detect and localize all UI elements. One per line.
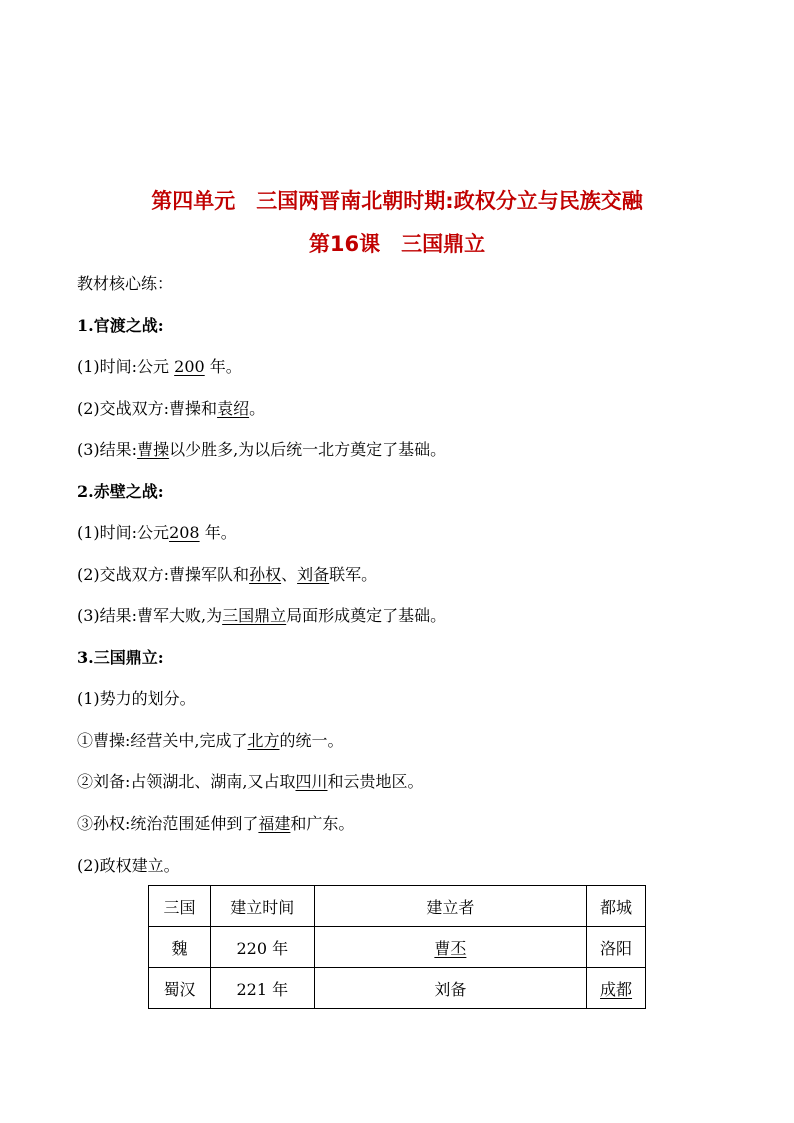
table-header-row [149,886,646,927]
unit-title: 第四单元 三国两晋南北朝时期:政权分立与民族交融 [151,189,643,213]
section-2-time [77,522,237,544]
answer-blank: 曹操 [137,440,170,459]
text: 联军。 [329,565,378,584]
text: 以少胜多,为以后统一北方奠定了基础。 [169,440,447,459]
text: ①曹操:经营关中,完成了 [77,731,248,750]
answer-blank: 200 [174,357,205,376]
answer-blank: 福建 [258,814,291,833]
header-cell: 三国 [149,886,211,927]
table-cell [587,968,646,1009]
answer-blank: 208 [169,523,200,542]
text: 和云贵地区。 [327,772,424,791]
table-row [149,927,646,968]
text: (1)时间:公元 [77,357,175,376]
header-cell: 建立时间 [210,886,314,927]
section-3-liubei [77,771,424,793]
answer-blank: 刘备 [297,565,330,584]
section-3-sub2: (2)政权建立。 [77,856,180,875]
section-2-sides [77,564,377,586]
answer-blank: 袁绍 [217,399,250,418]
regime-table [148,885,646,1009]
text: (3)结果:曹军大败,为 [77,606,223,625]
text: (3)结果: [77,440,138,459]
text: 、 [281,565,298,584]
text: 和广东。 [290,814,355,833]
table-cell: 魏 [149,927,211,968]
section-3-sunquan [77,813,354,835]
intro-label: 教材核心练： [77,274,174,293]
answer-blank: 成都 [600,979,633,999]
table-cell: 蜀汉 [149,968,211,1009]
text: ②刘备:占领湖北、湖南,又占取 [77,772,296,791]
text: (2)交战双方:曹操军队和 [77,565,250,584]
text: 。 [249,399,266,418]
section-1-time [77,356,242,378]
table-cell: 220 年 [210,927,314,968]
table-row [149,968,646,1009]
table-cell: 洛阳 [587,927,646,968]
section-2-heading: 2.赤壁之战: [77,482,164,501]
section-1-result [77,439,446,461]
answer-blank: 四川 [295,772,328,791]
answer-blank: 孙权 [249,565,282,584]
lesson-title: 第16课 三国鼎立 [308,232,486,256]
header-cell: 建立者 [314,886,586,927]
table-cell [314,927,586,968]
text: ③孙权:统治范围延伸到了 [77,814,259,833]
section-2-result [77,605,446,627]
answer-blank: 曹丕 [434,938,467,958]
section-3-heading: 3.三国鼎立: [77,648,164,667]
section-3-caocao [77,730,344,752]
text: 的统一。 [279,731,344,750]
text: 年。 [199,523,237,542]
section-1-heading: 1.官渡之战: [77,316,164,335]
text: 局面形成奠定了基础。 [286,606,447,625]
answer-blank: 北方 [247,731,280,750]
section-3-sub1: (1)势力的划分。 [77,689,196,708]
section-1-sides [77,398,265,420]
answer-blank: 三国鼎立 [222,606,287,625]
text: (1)时间:公元 [77,523,170,542]
header-cell: 都城 [587,886,646,927]
table-cell: 221 年 [210,968,314,1009]
table-cell: 刘备 [314,968,586,1009]
text: (2)交战双方:曹操和 [77,399,218,418]
text: 年。 [204,357,242,376]
